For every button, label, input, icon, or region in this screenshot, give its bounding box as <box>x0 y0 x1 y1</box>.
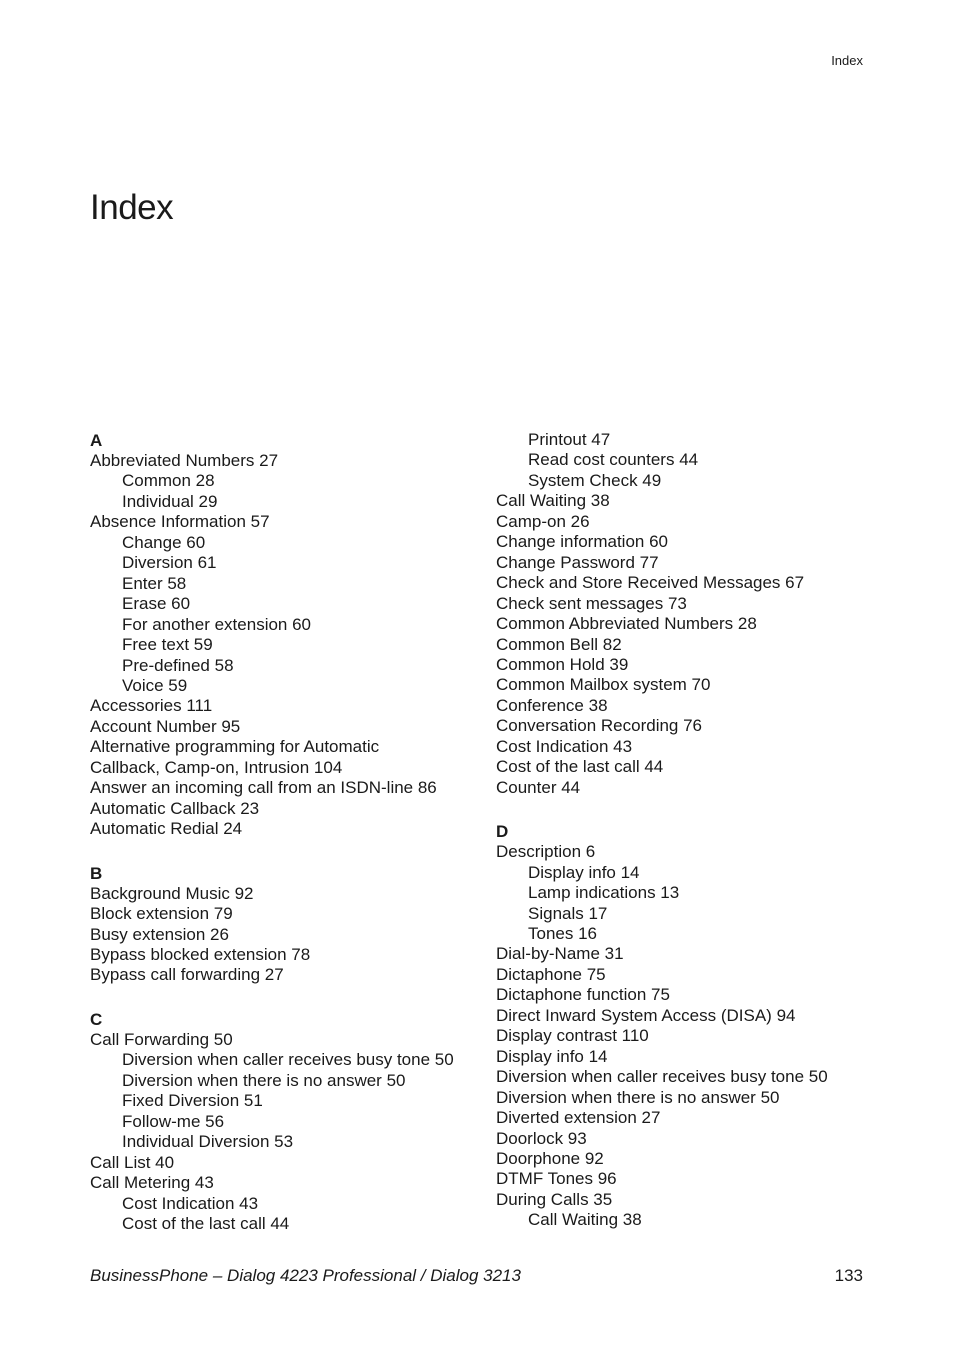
index-entry: Diversion when caller receives busy tone 50 <box>496 1067 828 1087</box>
index-subentry: Change 60 <box>122 532 206 552</box>
index-subentry: Diversion 61 <box>122 553 217 573</box>
page-footer <box>90 1266 863 1286</box>
index-subentry: Fixed Diversion 51 <box>122 1091 263 1111</box>
index-subentry: Diversion when there is no answer 50 <box>122 1070 406 1090</box>
index-entry: Display info 14 <box>496 1046 608 1066</box>
index-entry: Alternative programming for Automatic <box>90 737 380 757</box>
index-entry: Automatic Callback 23 <box>90 798 260 818</box>
index-entry: Diverted extension 27 <box>496 1108 661 1128</box>
index-entry: Answer an incoming call from an ISDN-line 86 <box>90 778 437 798</box>
index-subentry: Signals 17 <box>528 903 608 923</box>
footer-page-number: 133 <box>834 1266 863 1285</box>
index-entry: Automatic Redial 24 <box>90 819 243 839</box>
index-subentry: Follow-me 56 <box>122 1111 225 1131</box>
index-entry: Display contrast 110 <box>496 1026 649 1046</box>
index-subentry: Individual 29 <box>122 491 218 511</box>
index-entry: Accessories 111 <box>90 696 213 716</box>
index-entry: Bypass call forwarding 27 <box>90 965 284 985</box>
index-subentry: Cost Indication 43 <box>122 1193 259 1213</box>
index-entry: Busy extension 26 <box>90 924 229 944</box>
index-subentry: Tones 16 <box>528 923 597 943</box>
index-entry: Description 6 <box>496 842 596 862</box>
index-subentry: Free text 59 <box>122 635 213 655</box>
index-entry: Diversion when there is no answer 50 <box>496 1087 780 1107</box>
index-subentry: Pre-defined 58 <box>122 655 234 675</box>
running-header: Index <box>831 53 863 68</box>
index-entry: Absence Information 57 <box>90 512 270 532</box>
index-entry: Cost Indication 43 <box>496 736 633 756</box>
index-subentry: Erase 60 <box>122 594 191 614</box>
index-entry: Conference 38 <box>496 695 608 715</box>
index-entry: Check and Store Received Messages 67 <box>496 573 805 593</box>
index-letter-heading: C <box>90 1009 103 1029</box>
index-entry: Common Abbreviated Numbers 28 <box>496 614 757 634</box>
index-entry: DTMF Tones 96 <box>496 1169 617 1189</box>
index-entry: Background Music 92 <box>90 883 254 903</box>
index-column-left <box>90 430 470 1234</box>
index-entry: Conversation Recording 76 <box>496 716 703 736</box>
index-entry: Call Metering 43 <box>90 1173 214 1193</box>
index-entry: During Calls 35 <box>496 1189 613 1209</box>
index-letter-heading: A <box>90 431 103 450</box>
index-entry: Doorphone 92 <box>496 1148 604 1168</box>
index-subentry: Voice 59 <box>122 675 188 695</box>
index-entry: Abbreviated Numbers 27 <box>90 451 279 470</box>
index-entry: Camp-on 26 <box>496 511 590 531</box>
index-entry: Cost of the last call 44 <box>496 757 664 777</box>
index-subentry: Lamp indications 13 <box>528 883 680 903</box>
index-entry: Check sent messages 73 <box>496 593 687 613</box>
index-entry: Call Waiting 38 <box>496 491 610 511</box>
index-entry: Call Forwarding 50 <box>90 1029 233 1049</box>
index-entry: Block extension 79 <box>90 904 233 924</box>
footer-document-title: BusinessPhone – Dialog 4223 Professional / Dialog 3213 <box>90 1266 521 1285</box>
index-letter-heading: D <box>496 822 509 842</box>
index-subentry: Cost of the last call 44 <box>122 1213 290 1233</box>
index-entry: Change information 60 <box>496 532 669 552</box>
index-subentry: Diversion when caller receives busy tone 50 <box>122 1050 454 1070</box>
index-entry: Dictaphone 75 <box>496 964 606 984</box>
index-entry: Change Password 77 <box>496 552 659 572</box>
index-subentry: Printout 47 <box>528 430 611 449</box>
index-subentry: Common 28 <box>122 471 215 491</box>
index-letter-heading: B <box>90 863 103 883</box>
index-subentry: Read cost counters 44 <box>528 450 699 470</box>
index-entry: Common Bell 82 <box>496 634 622 654</box>
index-subentry: Enter 58 <box>122 573 187 593</box>
index-entry: Call List 40 <box>90 1152 175 1172</box>
index-subentry: For another extension 60 <box>122 614 312 634</box>
index-subentry: System Check 49 <box>528 470 662 490</box>
index-entry: Account Number 95 <box>90 716 241 736</box>
index-entry: Common Hold 39 <box>496 654 629 674</box>
index-entry: Dial-by-Name 31 <box>496 944 624 964</box>
index-entry: Common Mailbox system 70 <box>496 675 711 695</box>
index-entry: Counter 44 <box>496 777 581 797</box>
index-entry: Direct Inward System Access (DISA) 94 <box>496 1005 796 1025</box>
page-title: Index <box>90 188 174 227</box>
index-subentry: Individual Diversion 53 <box>122 1132 294 1152</box>
index-column-right <box>496 430 896 1231</box>
index-entry: Dictaphone function 75 <box>496 985 670 1005</box>
index-entry: Callback, Camp-on, Intrusion 104 <box>90 757 343 777</box>
index-subentry: Display info 14 <box>528 862 640 882</box>
index-subentry: Call Waiting 38 <box>528 1210 642 1230</box>
index-entry: Doorlock 93 <box>496 1128 587 1148</box>
index-entry: Bypass blocked extension 78 <box>90 944 311 964</box>
